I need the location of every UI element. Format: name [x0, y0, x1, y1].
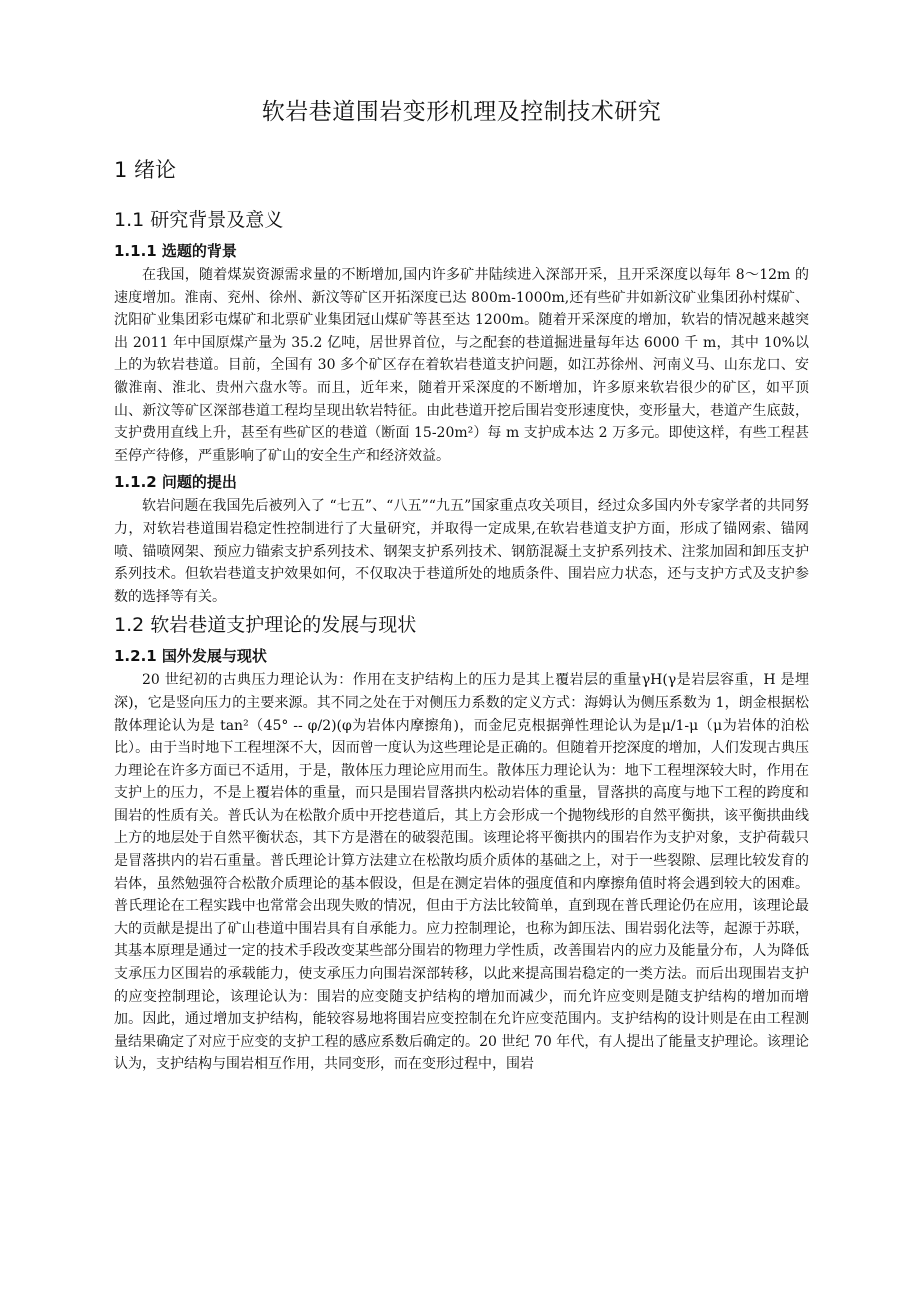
paragraph-problem: 软岩问题在我国先后被列入了 “七五”、“八五”“九五”国家重点攻关项目，经过众多国内外专家学者的共同努力，对软岩巷道围岩稳定性控制进行了大量研究，并取得一定成果,在软岩巷道支护方面，形成了锚网索、锚网喷、锚喷网架、预应力锚索支护系列技术、钢架支护系列技术、钢筋混凝土支护系列技术、注浆加固和卸压支护系列技术。但软岩巷道支护效果如何，不仅取决于巷道所处的地质条件、围岩应力状态，还与支护方式及支护参数的选择等有关。 — [114, 498, 809, 605]
paragraph-foreign-development: 20 世纪初的古典压力理论认为：作用在支护结构上的压力是其上覆岩层的重量γH(γ是岩层容重，H 是埋深)，它是竖向压力的主要来源。其不同之处在于对侧压力系数的定义方式：海姆认为侧压系数为 1，朗金根据松散体理论认为是 tan²（45° -- φ/2)(φ为岩体内摩擦角)，而金尼克根据弹性理论认为是μ/1-μ（μ为岩体的泊松比）。由于当时地下工程埋深不大，因而曾一度认为这些理论是正确的。但随着开挖深度的增加，人们发现古典压力理论在许多方面已不适用，于是，散体压力理论应用而生。散体压力理论认为：地下工程埋深较大时，作用在支护上的压力，不是上覆岩体的重量，而只是围岩冒落拱内松动岩体的重量，冒落拱的高度与地下工程的跨度和围岩的性质有关。普氏认为在松散介质中开挖巷道后，其上方会形成一个抛物线形的自然平衡拱，该平衡拱曲线上方的地层处于自然平衡状态，其下方是潜在的破裂范围。该理论将平衡拱内的围岩作为支护对象，支护荷载只是冒落拱内的岩石重量。普氏理论计算方法建立在松散均质介质体的基础之上，对于一些裂隙、层理比较发育的岩体，虽然勉强符合松散介质理论的基本假设，但是在测定岩体的强度值和内摩擦角值时将会遇到较大的困难。普氏理论在工程实践中也常常会出现失败的情况，但由于方法比较简单，直到现在普氏理论仍在应用，该理论最大的贡献是提出了矿山巷道中围岩具有自承能力。应力控制理论，也称为卸压法、围岩弱化法等，起源于苏联，其基本原理是通过一定的技术手段改变某些部分围岩的物理力学性质，改善围岩内的应力及能量分布，人为降低支承压力区围岩的承载能力，使支承压力向围岩深部转移，以此来提高围岩稳定的一类方法。而后出现围岩支护的应变控制理论，该理论认为：围岩的应变随支护结构的增加而减少，而允许应变则是随支护结构的增加而增加。因此，通过增加支护结构，能较容易地将围岩应变控制在允许应变范围内。支护结构的设计则是在由工程测量结果确定了对应于应变的支护工程的感应系数后确定的。20 世纪 70 年代，有人提出了能量支护理论。该理论认为，支护结构与围岩相互作用，共同变形，而在变形过程中，围岩 — [114, 672, 809, 1073]
section-heading-1-1: 1.1 研究背景及意义 — [114, 209, 284, 231]
document-title: 软岩巷道围岩变形机理及控制技术研究 — [261, 99, 662, 125]
chapter-heading: 1 绪论 — [114, 158, 177, 182]
subsection-heading-1-1-1: 1.1.1 选题的背景 — [114, 242, 237, 260]
subsection-heading-1-1-2: 1.1.2 问题的提出 — [114, 473, 237, 492]
subsection-heading-1-2-1: 1.2.1 国外发展与现状 — [114, 647, 267, 666]
section-heading-1-2: 1.2 软岩巷道支护理论的发展与现状 — [114, 614, 417, 637]
paragraph-background: 在我国，随着煤炭资源需求量的不断增加,国内许多矿井陆续进入深部开采，且开采深度以每年 8～12m 的速度增加。淮南、兖州、徐州、新汶等矿区开拓深度已达 800m-1000m,还有些矿井如新汶矿业集团孙村煤矿、沈阳矿业集团彩屯煤矿和北票矿业集团冠山煤矿等甚至达 1200m。随着开采深度的增加，软岩的情况越来越突出 2011 年中国原煤产量为 35.2 亿吨，居世界首位，与之配套的巷道掘进量每年达 6000 千 m，其中 10%以上的为软岩巷道。目前，全国有 30 多个矿区存在着软岩巷道支护问题，如江苏徐州、河南义马、山东龙口、安徽淮南、淮北、贵州六盘水等。而且，近年来，随着开采深度的不断增加，许多原来软岩很少的矿区，如平顶山、新汶等矿区深部巷道工程均呈现出软岩特征。由此巷道开挖后围岩变形速度快，变形量大，巷道产生底鼓，支护费用直线上升，甚至有些矿区的巷道（断面 15-20m²）每 m 支护成本达 2 万多元。即使这样，有些工程甚至停产待修，严重影响了矿山的安全生产和经济效益。 — [114, 267, 809, 464]
